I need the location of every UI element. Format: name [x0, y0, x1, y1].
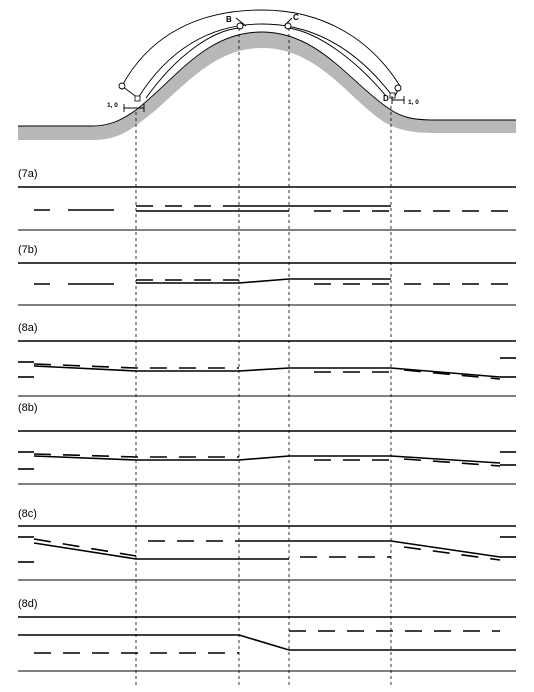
lane-solid-lower	[34, 456, 500, 463]
panel-label-7b: (7b)	[18, 244, 38, 256]
point-d-marker	[395, 85, 401, 91]
dim-left-label: 1, 0	[107, 102, 118, 109]
panel-7a	[18, 187, 516, 230]
lane-dash-right	[404, 547, 500, 560]
lane-dash-upper	[34, 539, 136, 556]
panel-label-8d: (8d)	[18, 598, 38, 610]
point-a-marker	[119, 83, 125, 89]
panel-8a	[18, 341, 516, 396]
guide-lines	[136, 28, 391, 688]
lane-solid-crest	[239, 541, 500, 557]
crest-profile-illustration	[18, 10, 516, 140]
panel-8c	[18, 526, 516, 580]
wheel-marker-right	[390, 93, 395, 98]
panel-label-8b: (8b)	[18, 402, 38, 414]
panel-label-7a: (7a)	[18, 168, 38, 180]
panel-7b	[18, 263, 516, 305]
lane-solid-left	[18, 635, 516, 650]
point-b-marker	[237, 23, 243, 29]
lane-solid-lower	[34, 366, 500, 377]
point-d-label: D	[383, 94, 389, 103]
panel-8b	[18, 431, 516, 484]
road-surface-band	[18, 32, 516, 140]
dim-right-label: 1, 0	[408, 99, 419, 106]
lane-dash-right	[404, 370, 500, 379]
point-b-label: B	[226, 15, 232, 24]
panel-8d	[18, 617, 516, 671]
panel-label-8a: (8a)	[18, 322, 38, 334]
panel-label-8c: (8c)	[18, 508, 37, 520]
wheel-marker-left	[135, 96, 140, 101]
point-c-label: C	[293, 13, 299, 22]
